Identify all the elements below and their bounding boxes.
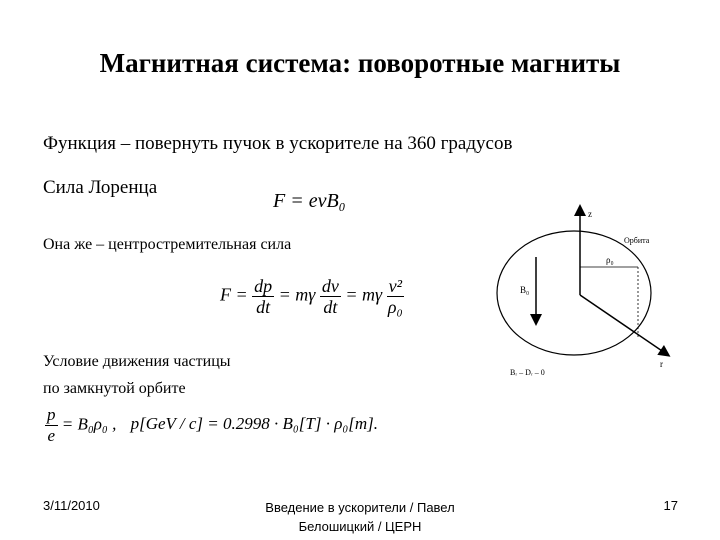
lorentz-force-label: Сила Лоренца bbox=[43, 177, 158, 198]
centripetal-label: Она же – центростремительная сила bbox=[43, 236, 292, 253]
orbit-diagram bbox=[488, 195, 678, 385]
orbit-formula bbox=[45, 405, 378, 446]
frac-num: p bbox=[47, 405, 56, 424]
frac-num: dv bbox=[321, 276, 339, 296]
frac-num: dp bbox=[254, 276, 273, 296]
orbit-rhs1: = B₀ρ₀ , bbox=[61, 414, 117, 434]
orbit-condition-line2: по замкнутой орбите bbox=[43, 380, 186, 397]
r-label: r bbox=[660, 359, 663, 369]
function-text: Функция – повернуть пучок в ускорителе на 360 градусов bbox=[43, 133, 513, 154]
formula-lhs: F = bbox=[220, 284, 248, 305]
footer-center-line2: Белошицкий / ЦЕРН bbox=[298, 519, 422, 534]
r-axis-arrow bbox=[580, 295, 668, 355]
dv-dt-fraction bbox=[320, 276, 341, 317]
frac-den: e bbox=[47, 426, 56, 445]
frac-num: v² bbox=[388, 276, 403, 296]
slide-title: Магнитная система: поворотные магниты bbox=[99, 48, 621, 78]
b-label: B₀ bbox=[520, 285, 530, 295]
frac-den: dt bbox=[256, 297, 271, 317]
orbit-label: Орбита bbox=[624, 236, 650, 245]
p-e-fraction bbox=[45, 405, 58, 446]
footer-date: 3/11/2010 bbox=[43, 498, 100, 513]
page-number: 17 bbox=[663, 498, 678, 513]
footer-center-line1: Введение в ускорители / Павел bbox=[265, 500, 455, 515]
lorentz-formula: F = evB₀ bbox=[273, 190, 346, 212]
rho-label: ρ₀ bbox=[606, 255, 614, 265]
formula-eq1: = mγ bbox=[278, 284, 316, 305]
footer-center bbox=[230, 498, 490, 536]
z-label: z bbox=[588, 209, 592, 219]
dp-dt-fraction bbox=[252, 276, 274, 317]
centripetal-formula bbox=[220, 276, 404, 317]
frac-den: dt bbox=[323, 297, 338, 317]
bottom-label: Bᵣ – Dᵣ – 0 bbox=[510, 368, 545, 377]
v2-rho-fraction bbox=[387, 276, 404, 317]
orbit-condition-line1: Условие движения частицы bbox=[43, 353, 231, 370]
formula-eq2: = mγ bbox=[345, 284, 383, 305]
frac-den: ρ₀ bbox=[387, 297, 403, 317]
orbit-rhs2: p[GeV / c] = 0.2998 · B₀[T] · ρ₀[m]. bbox=[130, 414, 379, 434]
